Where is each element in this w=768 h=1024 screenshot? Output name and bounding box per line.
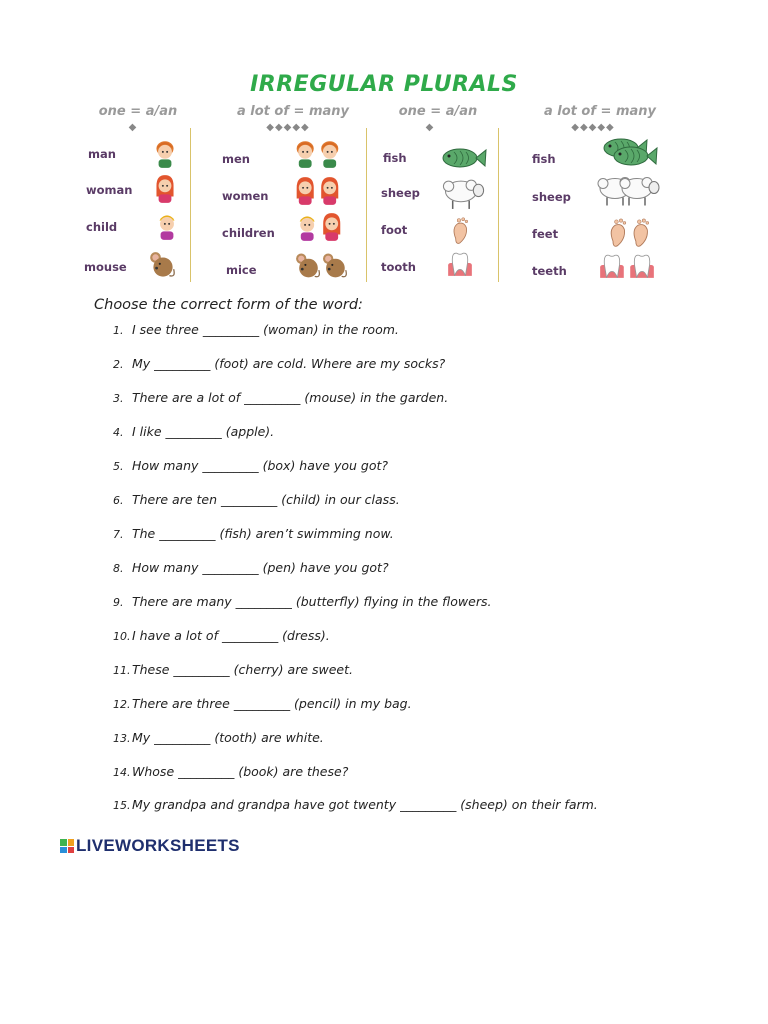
exercise-text: There are ten _________ (child) in our class. (132, 492, 400, 507)
fish-picture (440, 145, 488, 171)
word-men: men (222, 152, 250, 166)
exercise-text: These _________ (cherry) are sweet. (132, 662, 353, 677)
exercise-text: I like _________ (apple). (132, 424, 275, 439)
exercise-text: There are a lot of _________ (mouse) in the garden. (132, 390, 449, 405)
exercise-item (113, 628, 330, 643)
word-foot: foot (381, 223, 408, 237)
exercise-item (113, 458, 388, 473)
teeth-picture (598, 252, 656, 280)
exercise-number: 6. (113, 494, 124, 507)
exercise-number: 9. (113, 596, 124, 609)
liveworksheets-logo (60, 836, 240, 856)
child-picture (154, 210, 180, 242)
header-many-left: a lot of = many (236, 104, 349, 119)
exercise-number: 1. (113, 324, 124, 337)
worksheet-title: IRREGULAR PLURALS (250, 72, 518, 97)
word-mice: mice (226, 263, 257, 277)
word-women: women (222, 189, 269, 203)
exercise-text: The _________ (fish) aren’t swimming now. (132, 526, 394, 541)
mouse-picture (148, 250, 178, 282)
exercise-item (113, 526, 394, 541)
exercise-item (113, 560, 389, 575)
sheep-plural-picture (595, 174, 661, 208)
tooth-picture (446, 250, 474, 278)
exercise-number: 4. (113, 426, 124, 439)
exercise-number: 14. (113, 766, 131, 779)
exercise-text: I see three _________ (woman) in the room. (132, 322, 399, 337)
exercise-number: 3. (113, 392, 124, 405)
word-teeth: teeth (532, 264, 567, 278)
mice-picture (294, 251, 352, 283)
exercise-item (113, 764, 348, 779)
word-fish-plural: fish (532, 152, 556, 166)
exercise-text: How many _________ (box) have you got? (132, 458, 389, 473)
exercise-number: 7. (113, 528, 124, 541)
men-picture (290, 138, 346, 170)
exercise-number: 2. (113, 358, 124, 371)
exercise-item (113, 390, 448, 405)
foot-picture (446, 215, 474, 245)
column-divider (366, 128, 367, 282)
word-feet: feet (532, 227, 559, 241)
diamond-single-icon: ◆ (128, 122, 138, 133)
exercise-number: 12. (113, 698, 131, 711)
exercise-item (113, 594, 491, 609)
header-one-right: one = a/an (398, 104, 478, 119)
column-divider (498, 128, 499, 282)
logo-text: LIVEWORKSHEETS (76, 836, 240, 855)
word-child: child (86, 220, 118, 234)
exercise-text: My _________ (foot) are cold. Where are my socks? (132, 356, 446, 371)
exercise-item (113, 322, 399, 337)
diamond-multi-icon: ◆◆◆◆◆ (266, 122, 310, 133)
diamond-multi-icon: ◆◆◆◆◆ (571, 122, 615, 133)
header-one-left: one = a/an (98, 104, 178, 119)
header-many-right: a lot of = many (543, 104, 656, 119)
exercise-number: 11. (113, 664, 131, 677)
word-fish: fish (383, 151, 407, 165)
children-picture (292, 211, 348, 243)
exercise-text: How many _________ (pen) have you got? (132, 560, 389, 575)
word-tooth: tooth (381, 260, 416, 274)
exercise-item (113, 696, 412, 711)
word-children: children (222, 226, 275, 240)
exercise-number: 15. (113, 799, 131, 812)
woman-picture (152, 173, 178, 205)
exercise-number: 13. (113, 732, 131, 745)
logo-icon (60, 839, 74, 853)
women-picture (290, 175, 346, 207)
exercise-text: I have a lot of _________ (dress). (132, 628, 330, 643)
word-woman: woman (86, 183, 133, 197)
exercise-item (113, 424, 274, 439)
fish-plural-picture (600, 136, 662, 168)
column-divider (190, 128, 191, 282)
diamond-single-icon: ◆ (425, 122, 435, 133)
instruction-text: Choose the correct form of the word: (94, 297, 363, 313)
exercise-text: There are three _________ (pencil) in my bag. (132, 696, 412, 711)
sheep-picture (440, 177, 486, 211)
exercise-number: 5. (113, 460, 124, 473)
exercise-item (113, 492, 400, 507)
feet-picture (606, 216, 652, 248)
man-picture (152, 138, 178, 170)
exercise-item (113, 730, 324, 745)
word-sheep: sheep (381, 186, 420, 200)
word-sheep-plural: sheep (532, 190, 571, 204)
exercise-text: My _________ (tooth) are white. (132, 730, 324, 745)
exercise-number: 10. (113, 630, 131, 643)
word-man: man (88, 147, 116, 161)
exercise-item (113, 797, 598, 812)
exercise-number: 8. (113, 562, 124, 575)
exercise-text: There are many _________ (butterfly) flying in the flowers. (132, 594, 492, 609)
exercise-item (113, 662, 353, 677)
exercise-text: Whose _________ (book) are these? (132, 764, 349, 779)
word-mouse: mouse (84, 260, 127, 274)
exercise-item (113, 356, 445, 371)
exercise-text: My grandpa and grandpa have got twenty _________ (sheep) on their farm. (132, 797, 598, 812)
